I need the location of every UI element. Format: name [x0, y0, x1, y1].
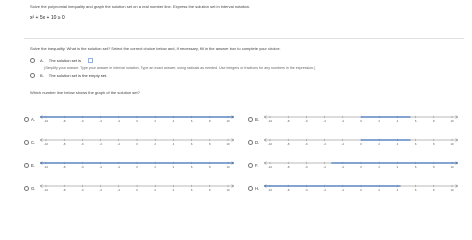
number-line: [262, 181, 460, 195]
option-b-letter: B.: [40, 73, 44, 78]
tick-label: 6: [190, 165, 193, 169]
graph-choice-g-radio[interactable]: [24, 186, 29, 191]
tick-label: -8: [286, 165, 290, 169]
tick-label: 4: [396, 188, 399, 192]
graph-choice-c-radio[interactable]: [24, 140, 29, 145]
section-divider: [24, 38, 464, 39]
tick-label: 4: [172, 188, 175, 192]
graph-choice-g[interactable]: [24, 181, 236, 195]
tick-label: 2: [154, 188, 156, 192]
graph-choice-letter: D.: [255, 139, 260, 145]
tick-label: 6: [414, 188, 417, 192]
graph-choice-a-radio[interactable]: [24, 117, 29, 122]
graph-choice-letter: E.: [31, 162, 35, 168]
tick-label: -8: [286, 188, 290, 192]
tick-label: -2: [117, 142, 121, 146]
tick-label: -4: [99, 165, 102, 169]
option-a-radio[interactable]: [30, 58, 35, 63]
tick-label: 4: [396, 119, 399, 123]
tick-label: 2: [154, 119, 156, 123]
tick-label: 10: [226, 119, 230, 123]
tick-label: 6: [414, 165, 417, 169]
tick-label: 0: [360, 119, 362, 123]
tick-label: 8: [433, 142, 435, 146]
solve-prompt: Solve the inequality. What is the solution set? Select the correct choice below and, if necessary, fill in the answer box to complete your choice.: [30, 46, 281, 51]
tick-label: 2: [378, 188, 380, 192]
tick-label: 2: [378, 142, 380, 146]
tick-label: -10: [43, 119, 49, 123]
tick-label: 4: [396, 142, 399, 146]
tick-label: -6: [305, 165, 308, 169]
option-a-row[interactable]: [30, 58, 93, 63]
tick-label: 6: [190, 188, 193, 192]
tick-label: 10: [226, 188, 230, 192]
tick-label: 6: [414, 142, 417, 146]
tick-label: 0: [136, 142, 138, 146]
tick-label: -4: [99, 188, 102, 192]
tick-label: -2: [341, 119, 345, 123]
option-b-row[interactable]: [30, 73, 107, 78]
tick-label: -10: [43, 188, 49, 192]
tick-label: 4: [172, 142, 175, 146]
number-line: [38, 112, 236, 126]
graph-choice-f[interactable]: [248, 158, 460, 172]
option-b-label: The solution set is the empty set.: [48, 73, 108, 78]
tick-label: 10: [226, 165, 230, 169]
tick-label: 4: [172, 119, 175, 123]
tick-label: 0: [360, 188, 362, 192]
graph-choice-letter: A.: [31, 116, 35, 122]
tick-label: 10: [226, 142, 230, 146]
tick-label: -2: [341, 142, 345, 146]
tick-label: -10: [43, 165, 49, 169]
tick-label: 0: [136, 119, 138, 123]
inequality-expression: x² + 5x + 10 ≥ 0: [30, 15, 65, 21]
tick-label: 8: [433, 188, 435, 192]
graph-prompt: Which number line below shows the graph of the solution set?: [30, 90, 140, 95]
tick-label: 8: [209, 142, 211, 146]
tick-label: -10: [267, 142, 273, 146]
tick-label: 10: [450, 142, 454, 146]
tick-label: 10: [450, 165, 454, 169]
graph-choice-f-radio[interactable]: [248, 163, 253, 168]
tick-label: -2: [117, 165, 121, 169]
number-line: [262, 158, 460, 172]
tick-label: -10: [267, 188, 273, 192]
tick-label: -4: [99, 119, 102, 123]
tick-label: -4: [323, 119, 326, 123]
tick-label: 0: [360, 165, 362, 169]
tick-label: 0: [136, 165, 138, 169]
tick-label: 8: [209, 165, 211, 169]
tick-label: -6: [305, 188, 308, 192]
tick-label: -4: [323, 142, 326, 146]
tick-label: 4: [172, 165, 175, 169]
tick-label: 0: [360, 142, 362, 146]
tick-label: -10: [267, 165, 273, 169]
tick-label: -4: [99, 142, 102, 146]
tick-label: -6: [305, 142, 308, 146]
option-a-letter: A.: [40, 58, 44, 63]
tick-label: -2: [341, 165, 345, 169]
graph-choice-b[interactable]: [248, 112, 460, 126]
tick-label: 8: [209, 188, 211, 192]
number-line: [38, 135, 236, 149]
tick-label: 6: [414, 119, 417, 123]
graph-choice-c[interactable]: [24, 135, 236, 149]
tick-label: 8: [209, 119, 211, 123]
option-a-hint: (Simplify your answer. Type your answer in interval notation. Type an exact answer, using radicals as needed. Use integers or fractions for any numbers in the expression.): [44, 66, 316, 70]
tick-label: -6: [81, 165, 84, 169]
tick-label: -4: [323, 165, 326, 169]
graph-choice-b-radio[interactable]: [248, 117, 253, 122]
tick-label: 10: [450, 119, 454, 123]
tick-label: -8: [286, 142, 290, 146]
tick-label: -6: [81, 188, 84, 192]
graph-choice-letter: G.: [31, 185, 36, 191]
number-line: [262, 135, 460, 149]
tick-label: 6: [190, 119, 193, 123]
tick-label: -10: [267, 119, 273, 123]
tick-label: 8: [433, 119, 435, 123]
solution-set-answer-box[interactable]: [88, 58, 93, 63]
tick-label: -2: [341, 188, 345, 192]
tick-label: -8: [286, 119, 290, 123]
tick-label: 4: [396, 165, 399, 169]
graph-choice-a[interactable]: [24, 112, 236, 126]
graph-choice-letter: H.: [255, 185, 260, 191]
tick-label: -6: [81, 142, 84, 146]
tick-label: 2: [154, 165, 156, 169]
number-line: [38, 158, 236, 172]
tick-label: 2: [378, 165, 380, 169]
tick-label: 2: [378, 119, 380, 123]
graph-choice-e-radio[interactable]: [24, 163, 29, 168]
graph-choice-h-radio[interactable]: [248, 186, 253, 191]
tick-label: -6: [81, 119, 84, 123]
instructions-text: Solve the polynomial inequality and graph the solution set on a real number line. Express the solution set in interval notation.: [30, 4, 251, 9]
graph-choice-h[interactable]: [248, 181, 460, 195]
graph-choice-d[interactable]: [248, 135, 460, 149]
number-line: [262, 112, 460, 126]
tick-label: -8: [62, 188, 66, 192]
graph-choice-d-radio[interactable]: [248, 140, 253, 145]
graph-choice-letter: B.: [255, 116, 259, 122]
tick-label: 10: [450, 188, 454, 192]
graph-choice-letter: C.: [31, 139, 36, 145]
tick-label: -8: [62, 165, 66, 169]
tick-label: -2: [117, 188, 121, 192]
option-a-label: The solution set is: [48, 58, 82, 63]
tick-label: -8: [62, 142, 66, 146]
graph-choice-letter: F.: [255, 162, 259, 168]
tick-label: -4: [323, 188, 326, 192]
graph-choice-e[interactable]: [24, 158, 236, 172]
tick-label: 0: [136, 188, 138, 192]
tick-label: -10: [43, 142, 49, 146]
tick-label: -6: [305, 119, 308, 123]
number-line: [38, 181, 236, 195]
tick-label: 6: [190, 142, 193, 146]
tick-label: 2: [154, 142, 156, 146]
tick-label: -2: [117, 119, 121, 123]
tick-label: -8: [62, 119, 66, 123]
tick-label: 8: [433, 165, 435, 169]
option-b-radio[interactable]: [30, 73, 35, 78]
